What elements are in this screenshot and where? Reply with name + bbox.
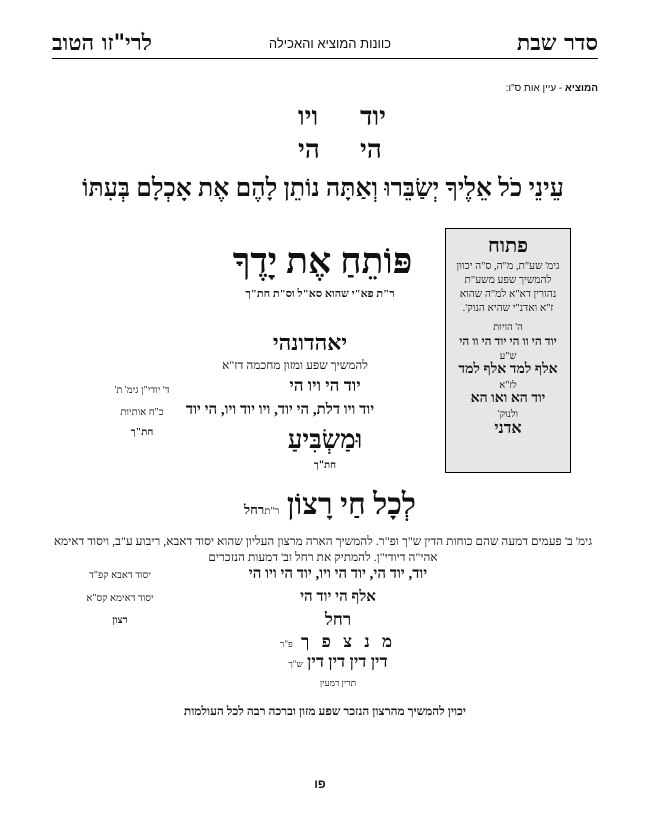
name-cell: הי	[298, 135, 320, 164]
din-repeat: דין דין דין דין	[307, 652, 388, 671]
potech-subtitle: ר"ת פא"י שהוא סא"ל וס"ת חת"ך	[245, 288, 395, 300]
lower-side-note: יסוד דאבא קפ"ד	[89, 570, 151, 581]
lower-line-2: אלף הי יוד הי	[300, 589, 376, 605]
box-text: יוד הי וו הי יוד הי וו הי	[459, 334, 557, 348]
box-text: יוד הא ואו הא	[470, 391, 546, 406]
name-cell: הי	[360, 135, 382, 164]
box-text: אדני	[494, 420, 522, 437]
name-cell: ויו	[298, 102, 319, 131]
header-divider	[52, 58, 598, 59]
box-label: ולנוק'	[497, 409, 519, 420]
lechol-note-prefix: ר"ת	[264, 506, 280, 517]
side-note: ד' יודי"ן גימ' ת'	[114, 385, 170, 396]
potech-heading: פּוֹתֵחַ אֶת יָדֶךָ	[232, 241, 413, 281]
masbia-heading: וּמַשְׂבִּיעַ	[287, 425, 363, 454]
header-chapter-title: סדר שבת	[516, 30, 598, 56]
lower-side-note: יסוד דאימא קס"א	[86, 593, 154, 604]
verse-line: עֵינֵי כֹל אֵלֶיךָ יְשַׂבֵּרוּ וְאַתָּה נוֹתֵן לָהֶם אֶת אָכְלָם בְּעִתּוֹ	[82, 175, 564, 202]
masbia-note: חת"ך	[313, 460, 337, 471]
final-letters-note: פ"ר	[279, 639, 293, 649]
din-repeat-note: ש"ך	[288, 659, 303, 669]
lechol-main: לְכָל חַי רָצוֹן	[286, 488, 416, 521]
name-spelling-line-2: יוד ויו דלת, הי יוד, ויו יוד ויו, הי יוד	[185, 402, 375, 418]
lower-line-4	[218, 632, 458, 652]
explanation-paragraph: גימ' ב' פעמים דמעה שהם כוחות הדין ש"ך ופ"ר. להמשיך הארה מרצון העליון שהוא יסוד דאבא, ריבוע ע"ב, ויסוד דאימא אהי"ה דיודי"ן. להמתיק את רחל וב' דמעות הנזכרים	[53, 534, 593, 564]
box-label: ש"ע	[499, 351, 517, 362]
lower-line-1: יוד, יוד הי, יוד הי ויו, יוד הי ויו הי	[248, 566, 428, 582]
header-section-title: כוונות המוציא והאכילה	[268, 36, 392, 51]
lower-line-3: רחל	[324, 610, 352, 629]
box-text: אלף למד אלף למד	[458, 362, 558, 377]
lower-line-6: תרין דמעין	[319, 678, 357, 688]
box-label: ה' הויות	[493, 322, 523, 333]
intro-line	[506, 83, 598, 94]
intro-text: - עיין אות ס"ו:	[505, 83, 566, 94]
lower-line-5	[218, 652, 458, 672]
intro-label: המוציא	[565, 83, 598, 94]
potach-info-box	[445, 228, 571, 473]
box-label: לז"א	[499, 380, 517, 391]
name-spelling-line-1: יוד הי ויו הי	[289, 376, 361, 395]
side-note: חת"ך	[130, 427, 154, 438]
lower-side-note: רצון	[112, 615, 128, 626]
header-book-title: לרי"זו הטוב	[52, 30, 152, 56]
box-title: פתוח	[487, 235, 529, 257]
name-cell: יוד	[360, 102, 386, 131]
combined-name: יאהדונהי	[272, 330, 348, 356]
final-letters: מ נ צ פ ך	[300, 632, 397, 651]
combined-name-subtitle: להמשיך שפע ומזון מחכמה דז"א	[222, 358, 368, 372]
page-number: פו	[314, 777, 326, 791]
lechol-heading	[200, 488, 460, 522]
side-note: כ"ח אותיות	[120, 407, 164, 418]
lechol-note-name: רחל	[244, 502, 265, 517]
closing-line: יכוין להמשיך מהרצון הנזכר שפע מזון וברכה רבה לכל העולמות	[183, 704, 467, 718]
box-description: גימ' שע"ת, מ"ה, ס"ה יכוון להמשיך שפע משע"ת נהורין דא"א למ"ה שהוא ז"א ואדנ"י שהיא הנוק'.	[456, 261, 560, 314]
